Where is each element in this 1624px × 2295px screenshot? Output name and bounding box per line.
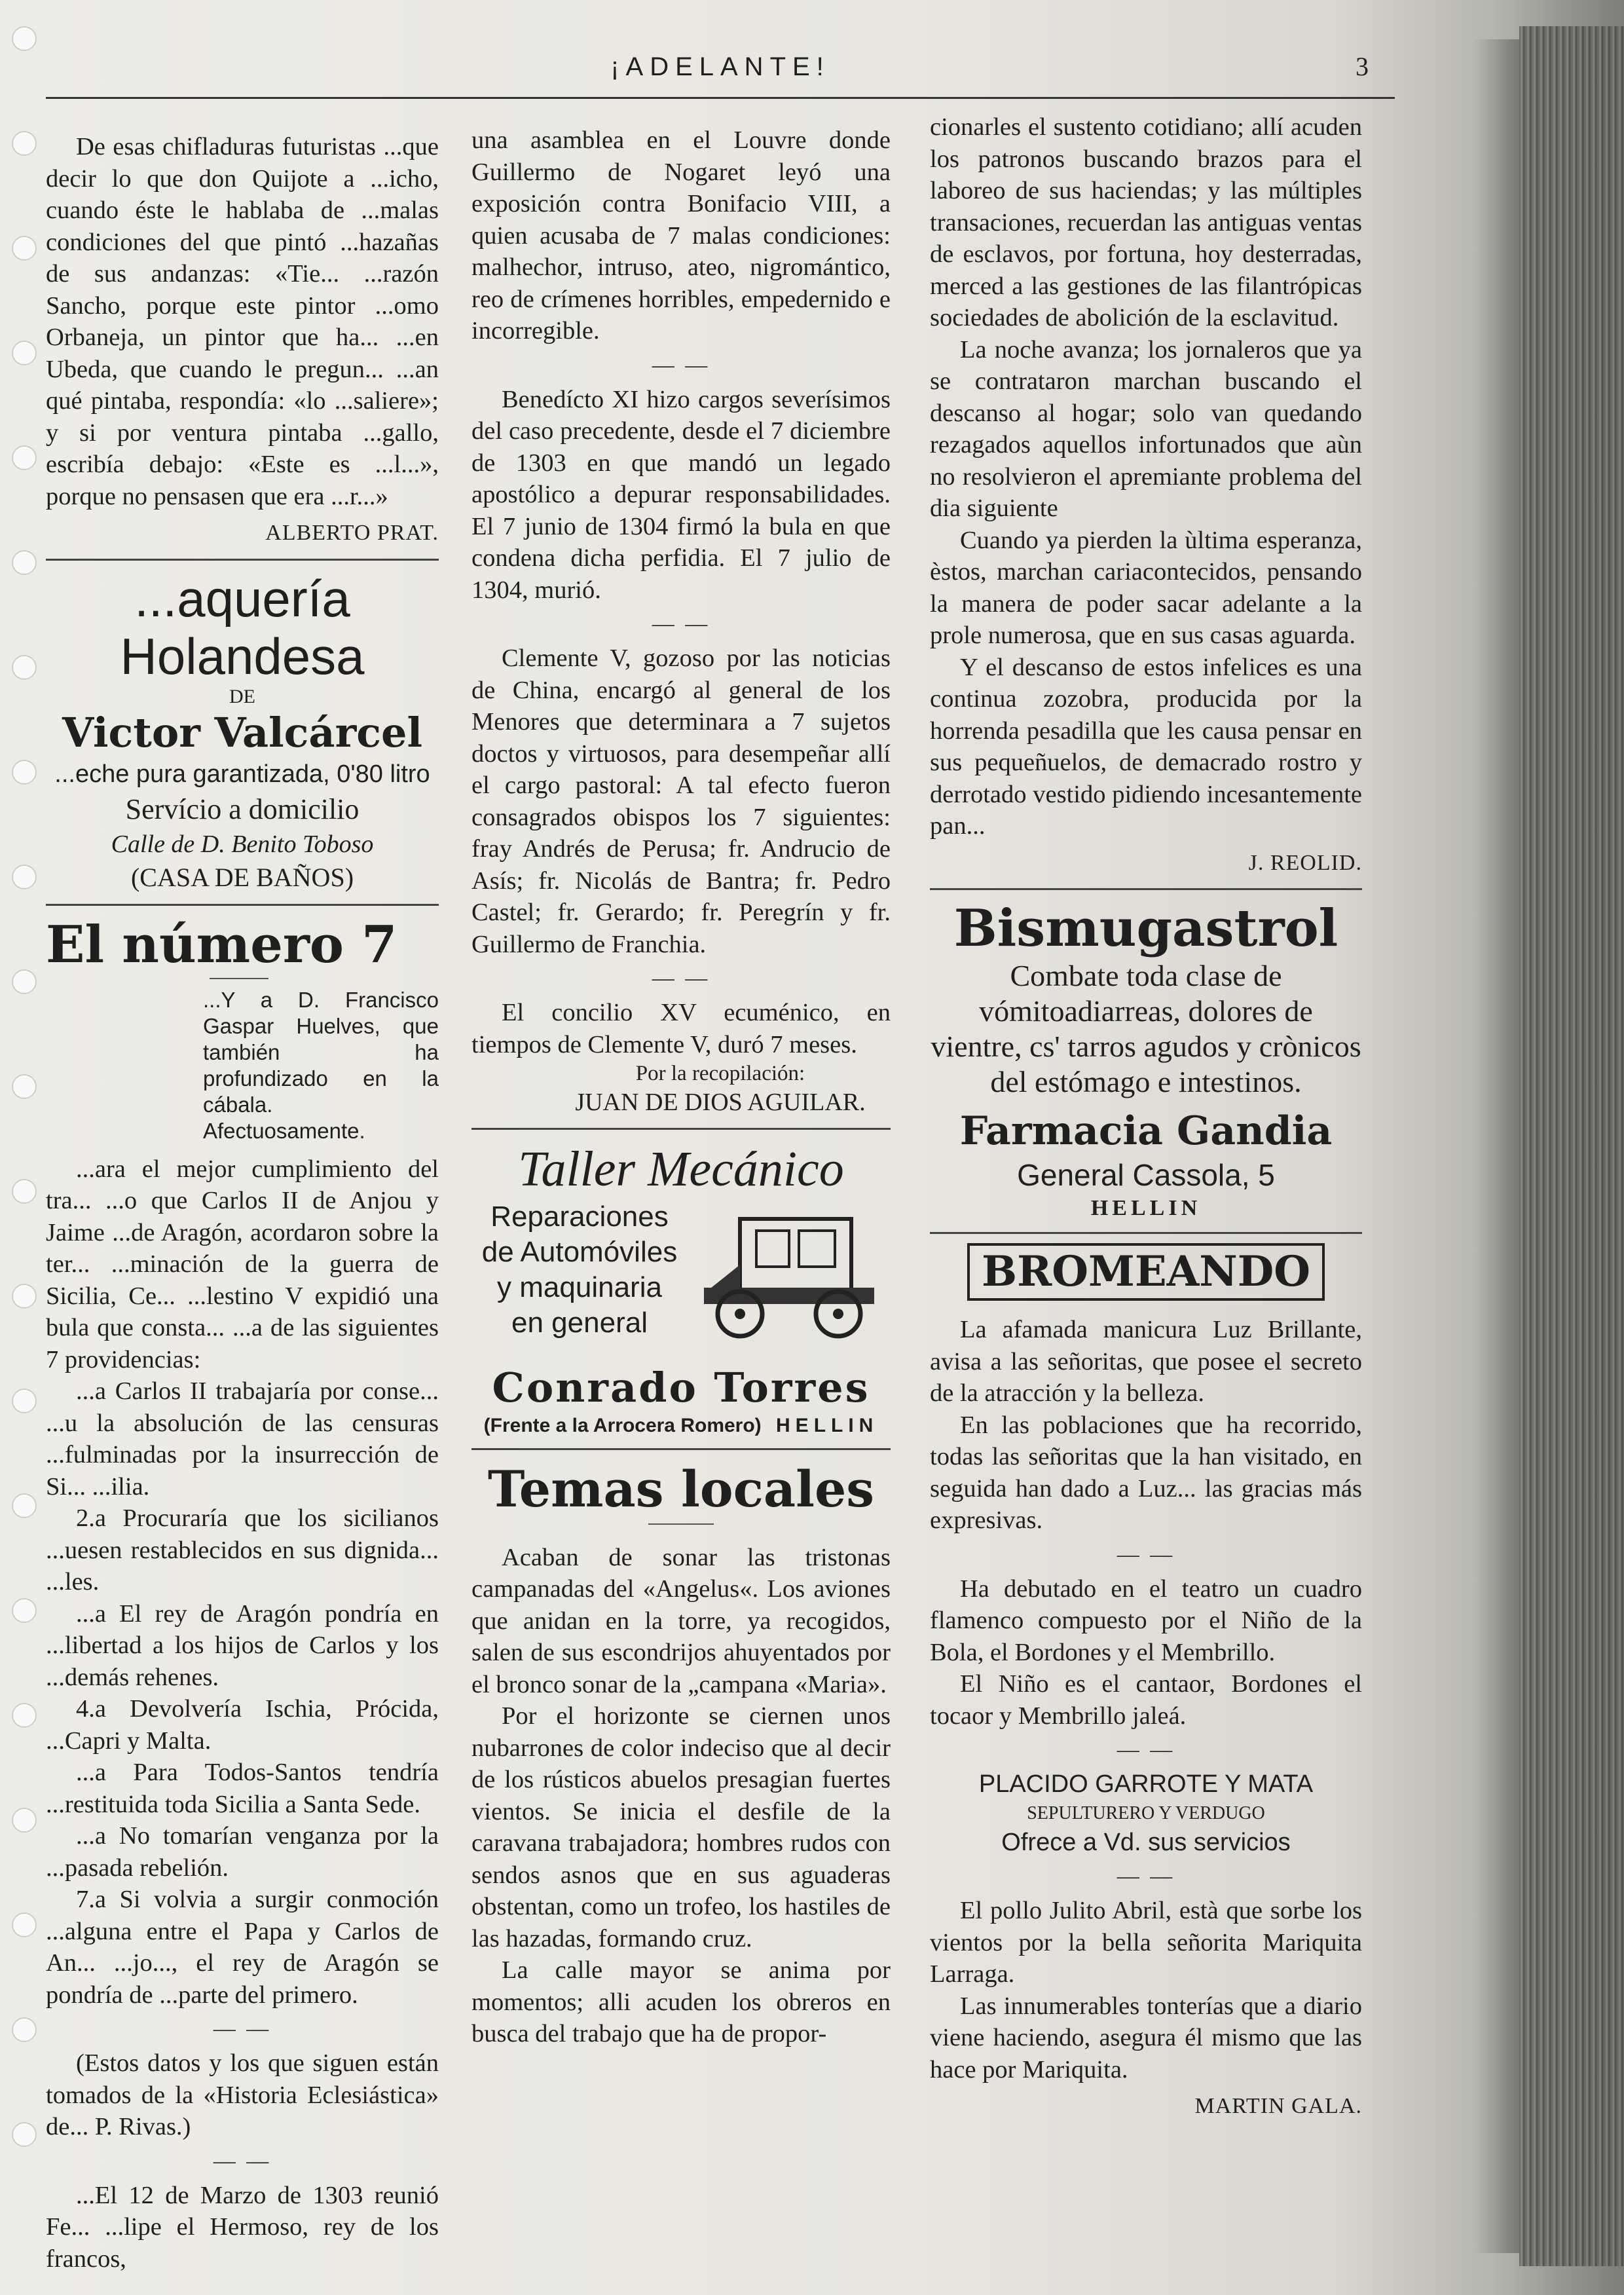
binder-hole [12,1703,37,1728]
list-item: ...a Carlos II trabajaría por conse... ...u la absolución de las censuras ...fulminadas por la insurrección de Si... ...ilia. [46,1377,439,1501]
binder-hole [12,26,37,51]
ad-city: HELLIN [1090,1196,1202,1220]
paragraph: El pollo Julito Abril, està que sorbe los vientos por la bella señorita Mariquita Larraga. [930,1897,1362,1988]
ad-owner: Victor Valcárcel [62,708,423,756]
ad-address: (Frente a la Arrocera Romero) [483,1414,762,1436]
section-heading: Temas locales [487,1459,875,1518]
binder-hole [12,1074,37,1099]
heading-underline [210,978,268,979]
divider [471,1448,891,1450]
binder-hole [12,236,37,261]
heading-underline [648,1523,714,1525]
notice-title: SEPULTURERO Y VERDUGO [1027,1802,1265,1823]
separator: — — [1116,1738,1175,1762]
ad-address: Calle de D. Benito Toboso [111,830,374,858]
paragraph: El concilio XV ecuménico, en tiempos de Clemente V, duró 7 meses. [471,999,891,1058]
paragraph: Acaban de sonar las tristonas campanadas del «Angelus«. Los aviones que anidan en la torre, ya recogidos, salen de sus escondrijos ahuyentados por el bronco sonar de la „campana «Maria». [471,1543,891,1698]
ad-location: (CASA DE BAÑOS) [130,862,354,892]
ad-de: DE [229,685,255,707]
divider [471,1128,891,1130]
separator: — — [1116,1864,1175,1888]
separator: — — [652,966,710,990]
automobile-icon [694,1206,884,1343]
ad-city: HELLIN [776,1414,879,1436]
ad-services [471,1199,688,1341]
binder-hole [12,1808,37,1833]
paragraph: Cuando ya pierden la ùltima esperanza, èstos, marchan cariacontecidos, pensando la manera de poder sacar adelante a la prole numerosa, que en sus casas aguarda. [930,526,1362,649]
binder-hole [12,655,37,680]
masthead-rule [46,97,1395,99]
paragraph: ...ara el mejor cumplimiento del tra... ...o que Carlos II de Anjou y Jaime ...de Aragón, acordaron sobre la ter... ...minación de la guerra de Sicilia, Ce... ...lestino V expidió una bula que consta... ...a de las siguientes 7 providencias: [46,1155,439,1373]
divider [46,559,439,561]
ad-address: General Cassola, 5 [1017,1158,1275,1192]
credit-name: JUAN DE DIOS AGUILAR. [575,1089,866,1116]
page-number: 3 [1356,52,1369,81]
list-item: 2.a Procuraría que los sicilianos ...uesen restablecidos en sus dignida... ...les. [46,1504,439,1595]
dedication: ...Y a D. Francisco Gaspar Huelves, que también ha profundizado en la cábala. Afectuosamente. [203,987,439,1143]
paragraph: El Niño es el cantaor, Bordones el tocaor y Membrillo jaleá. [930,1670,1362,1730]
paragraph: En las poblaciones que ha recorrido, todas las señoritas que la han visitado, en seguida han dado a Luz... las gracias más expresivas. [930,1411,1362,1534]
paragraph: Las innumerables tonterías que a diario viene haciendo, asegura él mismo que las hace por Mariquita. [930,1992,1362,2083]
binder-hole [12,1493,37,1518]
separator: — — [213,2148,272,2173]
paragraph: Por el horizonte se ciernen unos nubarrones de color indeciso que al decir de los rústicos abuelos presagian fuertes vientos. Se inicia el desfile de la caravana trabajadora; hombres rudos con sendos asnos que en sus aguaderas obstentan, como un trofeo, los hastiles de las hazadas, formando cruz. [471,1702,891,1952]
author-signature: MARTIN GALA. [1194,2094,1362,2118]
binder-hole [12,760,37,785]
section-heading: BROMEANDO [967,1243,1325,1301]
ad-line: y maquinaria [497,1271,662,1303]
ad-title: Taller Mecánico [518,1141,844,1197]
paragraph: Ha debutado en el teatro un cuadro flamenco compuesto por el Niño de la Bola, el Bordones y el Membrillo. [930,1575,1362,1666]
paragraph: una asamblea en el Louvre donde Guillermo de Nogaret leyó una exposición contra Bonifacio VIII, a quien acusaba de 7 malas condiciones: malhechor, intruso, ateo, nigromántico, reo de crímenes horribles, empedernido e incorregible. [471,126,891,345]
list-item: ...a El rey de Aragón pondría en ...libertad a los hijos de Carlos y los ...demás rehenes. [46,1599,439,1691]
binder-hole [12,969,37,994]
binder-hole [12,1179,37,1204]
paragraph: Benedícto XI hizo cargos severísimos del caso precedente, desde el 7 diciembre de 1303 en que mandó un legado apostólico a depurar responsabilidades. El 7 junio de 1304 firmó la bula en que condena dicha perfidia. El 7 julio de 1304, murió. [471,385,891,604]
paragraph: Y el descanso de estos infelices es una continua zozobra, producida por la horrenda pesadilla que les causa pensar en sus pequeñuelos, de demacrado rostro y derrotado vestido pidiendo incesantemente pan... [930,653,1362,840]
separator: — — [1116,1542,1175,1567]
author-signature: ALBERTO PRAT. [265,521,439,545]
column-3 [930,111,1362,2123]
divider [930,888,1362,890]
binder-hole [12,131,37,156]
separator: — — [213,2017,272,2041]
binder-hole [12,550,37,575]
pharmacy-ad [930,899,1362,1223]
ad-owner: Conrado Torres [492,1363,870,1411]
separator: — — [652,612,710,636]
binder-hole [12,445,37,470]
notice-offer: Ofrece a Vd. sus servicios [1001,1828,1291,1856]
binder-hole [12,1912,37,1937]
binder-hole [12,341,37,365]
notice-name: PLACIDO GARROTE Y MATA [978,1770,1314,1798]
column-2 [471,124,891,2050]
column-1 [46,131,439,2275]
binder-hole [12,1389,37,1413]
paragraph: La noche avanza; los jornaleros que ya se contrataron marchan buscando el descanso al hogar; solo van quedando rezagados aquellos infortunados que aùn no resolvieron el apremiante problema del dia siguiente [930,335,1362,522]
divider [930,1232,1362,1234]
dairy-ad [46,570,439,895]
workshop-ad [471,1139,891,1439]
binder-hole [12,2122,37,2147]
paragraph: La afamada manicura Luz Brillante, avisa a las señoritas, que posee el secreto de la atracción y la belleza. [930,1316,1362,1407]
ad-title: ...aquería Holandesa [120,569,365,685]
binder-holes [12,26,38,2188]
heading-box-wrap [930,1243,1362,1301]
divider [46,904,439,906]
source-note: (Estos datos y los que siguen están tomados de la «Historia Eclesiástica» de... P. Rivas.) [46,2049,439,2140]
list-item: 4.a Devolvería Ischia, Prócida, ...Capri y Malta. [46,1695,439,1755]
list-item: ...a No tomarían venganza por la ...pasada rebelión. [46,1822,439,1882]
paragraph: Clemente V, gozoso por las noticias de China, encargó al general de los Menores que determinara a 7 sujetos doctos y virtuosos, para desempeñar allí el cargo pastoral: A tal efecto fueron consagrados obispos los 7 siguientes: fray Andrés de Perusa; fr. Andrucio de Asís; fr. Nicolás de Bantra; fr. Pedro Castel; fr. Gerardo; fr. Peregrín y fr. Guillermo de Franchia. [471,644,891,958]
section-heading: El número 7 [46,914,397,975]
ad-address-line [471,1413,891,1439]
binder-hole [12,1598,37,1623]
binder-hole [12,1284,37,1309]
ad-line: de Automóviles [481,1235,678,1268]
binder-hole [12,2017,37,2042]
separator: — — [652,352,710,377]
ad-pharmacy: Farmacia Gandia [959,1108,1333,1154]
credit-label: Por la recopilación: [635,1062,805,1085]
page-shadow [1473,39,1519,2253]
ad-line: Reparaciones [490,1200,669,1233]
article-intro: De esas chifladuras futuristas ...que decir lo que don Quijote a ...icho, cuando éste le hablaba de ...malas condiciones del que pintó ...hazañas de sus andanzas: «Tie... ...razón Sancho, porque este pintor ...omo Orbaneja, un pintor que ha... ...en Ubeda, que cuando le pregun... ...an qué pintaba, respondía: «lo ...saliere»; y si por ventura pintaba ...gallo, escribía debajo: «Este es ...l...», porque no pensasen que era ...r...» [46,133,439,510]
list-item: ...a Para Todos-Santos tendría ...restituida toda Sicilia a Santa Sede. [46,1759,439,1818]
newspaper-title: ¡ADELANTE! [610,52,830,81]
ad-description: Combate toda clase de vómitoadiarreas, dolores de vientre, cs' tarros agudos y crònicos del estómago e intestinos. [931,959,1361,1098]
masthead [46,46,1395,98]
ad-body [471,1199,891,1363]
author-signature: J. REOLID. [1248,850,1362,875]
book-binding-edge [1519,26,1624,2266]
ad-product: ...eche pura garantizada, 0'80 litro [54,760,430,788]
ad-line: en general [511,1306,648,1339]
binder-hole [12,865,37,889]
ad-service: Servício a domicilio [125,793,360,825]
list-item: 7.a Si volvia a surgir conmoción ...alguna entre el Papa y Carlos de An... ...jo..., el rey de Aragón se pondría de ...parte del primero. [46,1886,439,2009]
paragraph: La calle mayor se anima por momentos; alli acuden los obreros en busca del trabajo que ha de propor- [471,1956,891,2047]
paragraph: cionarles el sustento cotidiano; allí acuden los patronos buscando brazos para el laboreo de sus haciendas; y las múltiples transaciones, recuerdan las antiguas ventas de esclavos, por fortuna, hoy desterradas, merced a las gestiones de las filantrópicas sociedades de abolición de la esclavitud. [930,113,1362,331]
paragraph: ...El 12 de Marzo de 1303 reunió Fe... ...lipe el Hermoso, rey de los francos, [46,2181,439,2273]
ad-brand: Bismugastrol [953,899,1338,958]
